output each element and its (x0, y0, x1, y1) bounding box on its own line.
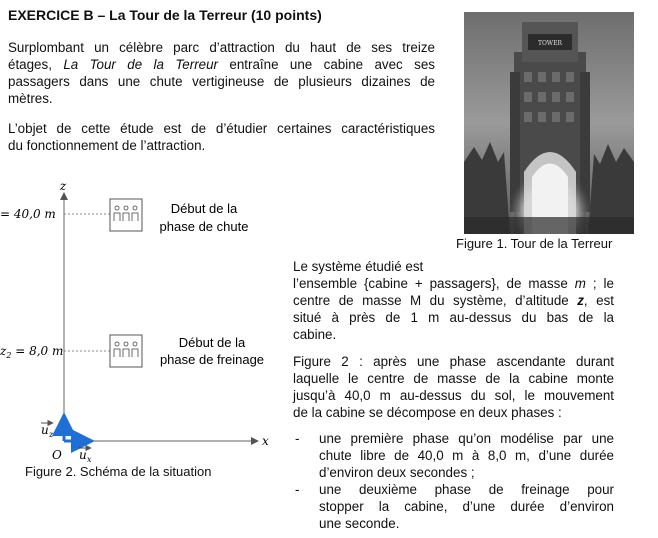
phase-1-line-1: - une première phase qu’on modélise par une (319, 431, 614, 446)
cabin-bottom-icon (110, 335, 142, 367)
phases-line-3: jusqu’à 40,0 m au-dessus du sol, le mouvement (293, 388, 614, 403)
intro-line-1: Surplombant un célèbre parc d’attraction du haut de ses treize (8, 40, 435, 55)
phase-1-line-3: d’environ deux secondes ; (319, 465, 475, 480)
phase-item-2 (293, 481, 614, 532)
phases-line-2: laquelle le centre de masse de la cabine monte (293, 371, 614, 386)
intro-line-2 (8, 56, 435, 73)
uz-label-sub: z (49, 430, 54, 439)
figure2-caption: Figure 2. Schéma de la situation (25, 464, 212, 479)
phase-2-line-2: stopper la cabine, d’une durée d’environ (319, 499, 614, 514)
intro-line-2-start: étages, (8, 57, 64, 72)
intro-line-3: passagers dans une chute vertigineuse de plusieurs dizaines de (8, 74, 435, 89)
svg-text:TOWER: TOWER (538, 40, 562, 47)
phase-item-1 (293, 430, 614, 481)
objective-line-1: L’objet de cette étude est de d’étudier certaines caractéristiques (8, 121, 435, 136)
system-line-4: situé à près de 1 m au-dessus du bas de la (293, 310, 614, 325)
system-line-3a: centre de masse M du système, d’altitude (293, 293, 578, 308)
level-bottom-z: z (0, 344, 7, 358)
system-line-2b: ; le (585, 276, 614, 291)
altitude-symbol: z (577, 293, 584, 308)
objective-line-2: du fonctionnement de l’attraction. (8, 138, 206, 153)
origin-label: O (52, 448, 62, 462)
phase-1-line-2: chute libre de 40,0 m à 8,0 m, d’une durée (319, 448, 614, 463)
uz-label-u: u (41, 423, 49, 437)
phases-paragraph (293, 353, 614, 532)
system-line-3b: , est (583, 293, 614, 308)
level-bottom-label (0, 344, 63, 360)
situation-diagram (0, 175, 290, 465)
level-bottom-value: = 8,0 m (11, 344, 64, 358)
system-paragraph (293, 258, 614, 343)
phase-2-line-1: - une deuxième phase de freinage pour (319, 482, 614, 497)
phase-2-line-3: une seconde. (319, 516, 400, 531)
cabin-top-icon (110, 199, 142, 231)
phases-line-1: Figure 2 : après une phase ascendante durant (293, 354, 614, 369)
x-axis-label: x (262, 434, 269, 448)
tower-photo (464, 12, 634, 234)
label-top-line1: Début de la (170, 201, 238, 216)
label-bottom-line1: Début de la (178, 335, 246, 350)
figure1-caption: Figure 1. Tour de la Terreur (456, 236, 613, 251)
uz-label (41, 423, 54, 439)
label-top-line2: phase de chute (159, 219, 249, 234)
level-top-label: = 40,0 m (0, 207, 56, 221)
z-axis-label: z (59, 179, 67, 193)
system-line-2 (293, 275, 614, 292)
ux-label (79, 448, 92, 464)
intro-line-4: mètres. (8, 91, 53, 106)
system-line-3 (293, 292, 614, 309)
intro-line-2-end: entraîne une cabine avec ses (218, 57, 435, 72)
system-line-2a: l’ensemble {cabine + passagers}, de masse (293, 276, 575, 291)
ux-label-sub: x (87, 455, 92, 464)
ux-label-u: u (79, 448, 87, 462)
system-line-5: cabine. (293, 327, 337, 342)
intro-paragraph (8, 39, 435, 107)
exercise-title: EXERCICE B – La Tour de la Terreur (10 points) (8, 7, 322, 23)
system-line-1: Le système étudié est (293, 259, 424, 274)
level-bottom-sub: 2 (6, 351, 12, 360)
phases-line-4: de la cabine se décompose en deux phases : (293, 405, 562, 420)
phases-list (293, 430, 614, 532)
objective-paragraph (8, 120, 435, 154)
label-bottom-line2: phase de freinage (159, 352, 265, 367)
tower-name: La Tour de la Terreur (63, 57, 219, 72)
mass-symbol: m (574, 276, 586, 291)
